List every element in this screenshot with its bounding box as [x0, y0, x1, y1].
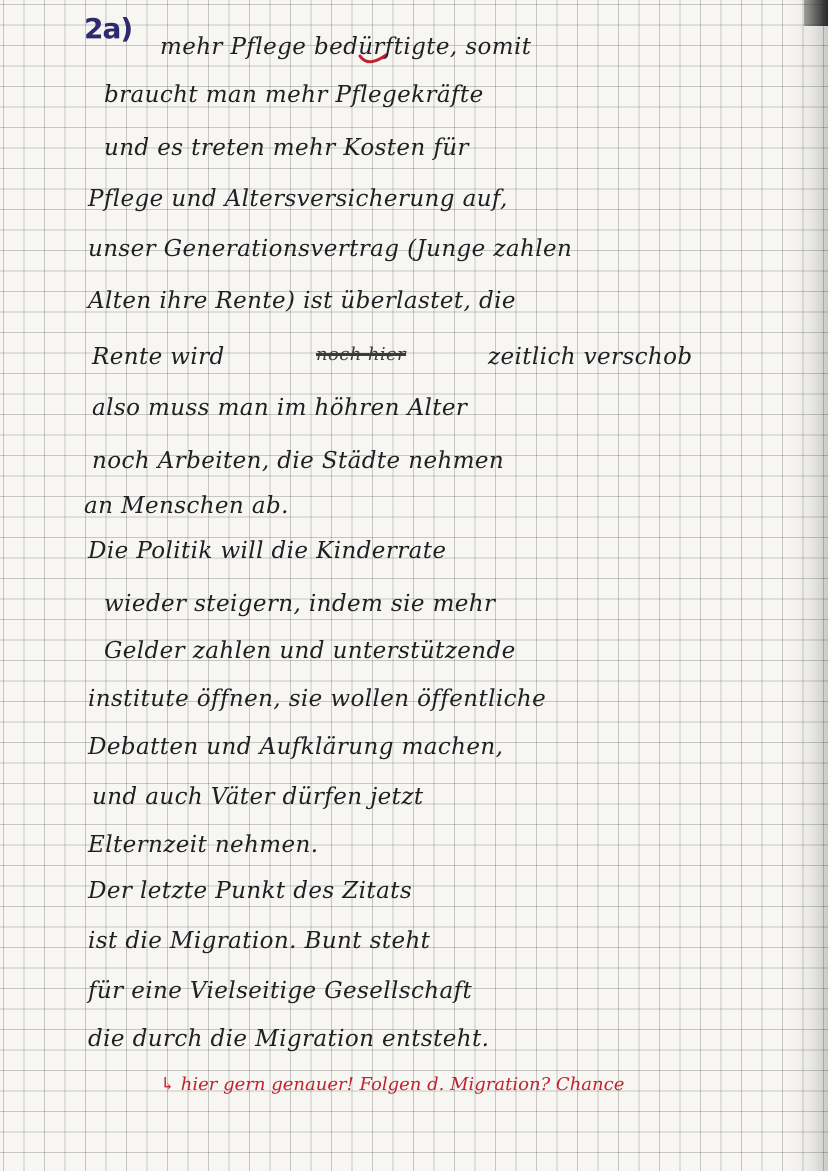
text-line-16: und auch Väter dürfen jetzt — [92, 784, 424, 810]
text-line-11: Die Politik will die Kinderrate — [88, 538, 447, 564]
page-edge-shadow — [788, 0, 828, 1171]
text-line-7: Rente wird — [92, 344, 225, 370]
crossed-out-text: noch hier — [316, 344, 407, 365]
text-line-15: Debatten und Aufklärung machen, — [88, 734, 504, 760]
text-line-2: braucht man mehr Pflegekräfte — [104, 82, 484, 108]
text-line-17: Elternzeit nehmen. — [88, 832, 319, 858]
page-corner-shadow — [804, 0, 828, 26]
text-line-5: unser Generationsvertrag (Junge zahlen — [88, 236, 573, 262]
teacher-feedback: ↳ hier gern genauer! Folgen d. Migration? Chance — [160, 1074, 625, 1095]
text-line-4: Pflege und Altersversicherung auf, — [88, 186, 508, 212]
text-line-3: und es treten mehr Kosten für — [104, 135, 469, 161]
text-line-13: Gelder zahlen und unterstützende — [104, 638, 516, 664]
text-line-20: für eine Vielseitige Gesellschaft — [88, 978, 473, 1004]
exercise-number: 2a) — [84, 12, 133, 45]
text-line-19: ist die Migration. Bunt steht — [88, 928, 431, 954]
text-line-10: an Menschen ab. — [84, 493, 289, 519]
text-line-12: wieder steigern, indem sie mehr — [104, 591, 496, 617]
text-line-6: Alten ihre Rente) ist überlastet, die — [88, 288, 516, 314]
text-line-14: institute öffnen, sie wollen öffentliche — [88, 686, 547, 712]
text-line-18: Der letzte Punkt des Zitats — [88, 878, 413, 904]
text-line-9: noch Arbeiten, die Städte nehmen — [92, 448, 505, 474]
text-line-8: also muss man im höhren Alter — [92, 395, 468, 421]
text-line-7b: zeitlich verschob — [488, 344, 693, 370]
text-line-1: mehr Pflege bedürftigte, somit — [160, 34, 532, 60]
text-line-21: die durch die Migration entsteht. — [88, 1026, 490, 1052]
